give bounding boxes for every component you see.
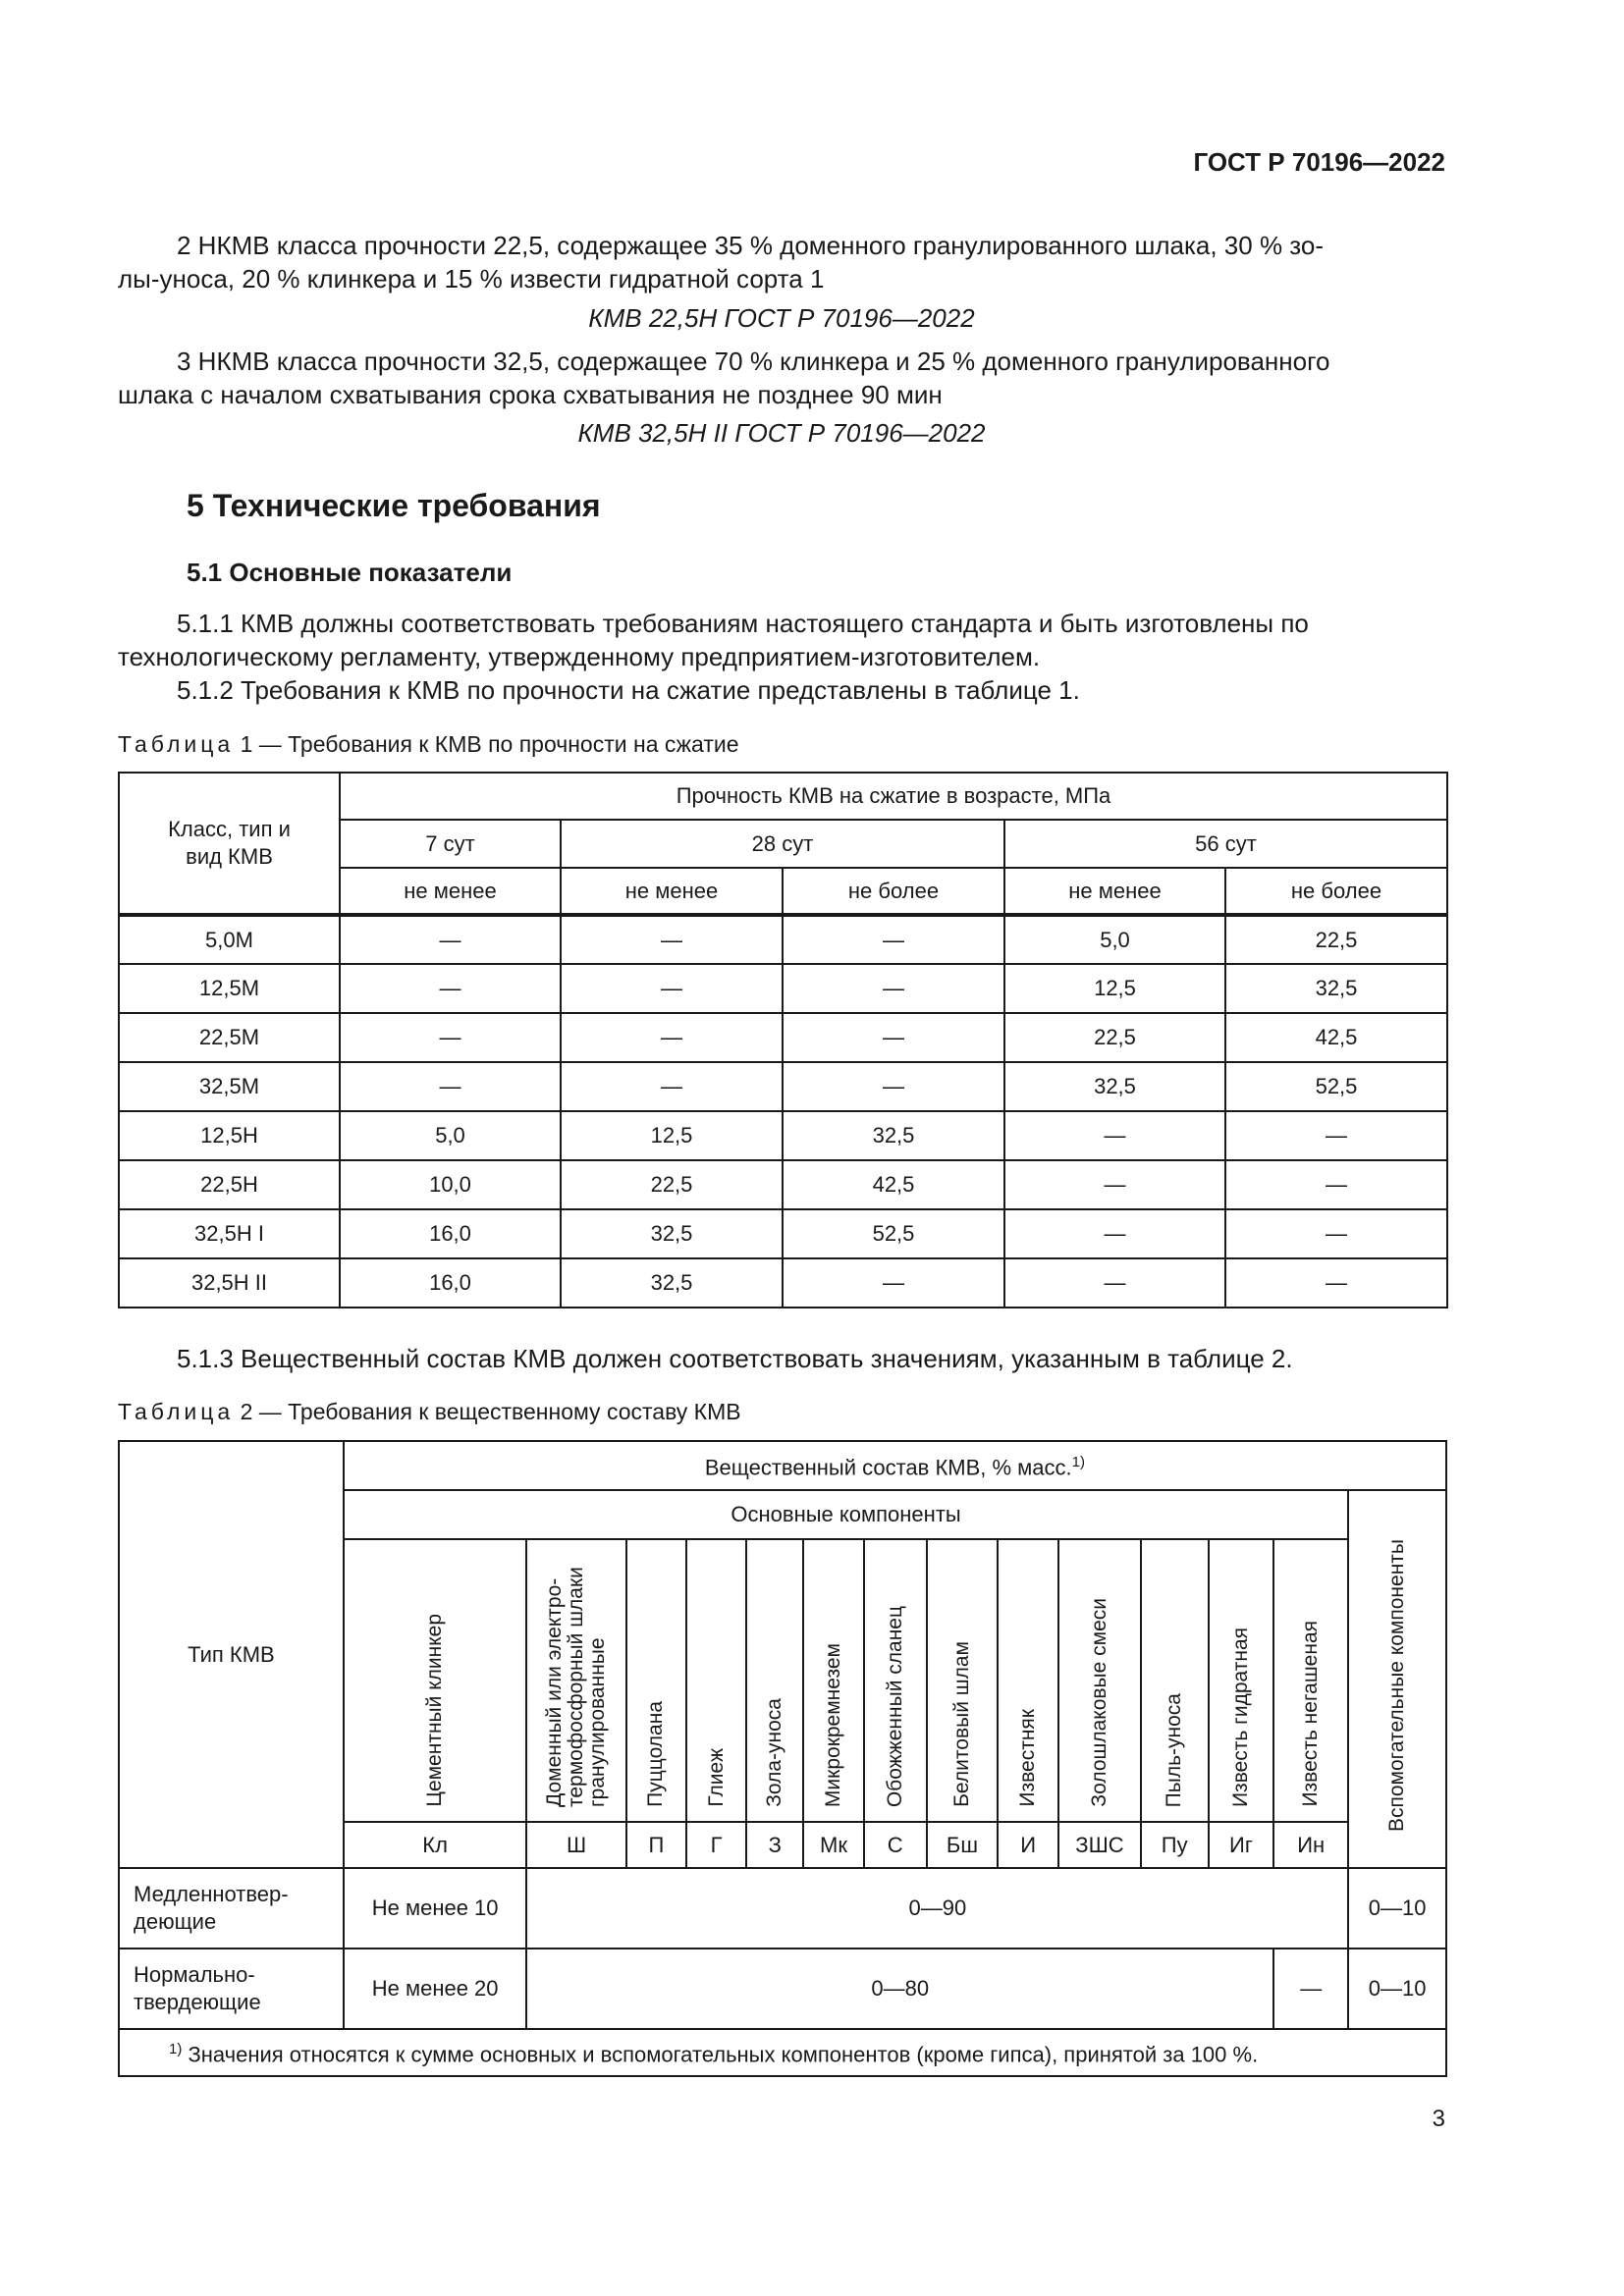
table1-value-cell: 12,5 bbox=[561, 1111, 783, 1160]
table1-value-cell: 16,0 bbox=[340, 1258, 561, 1308]
table1-value-cell: — bbox=[783, 964, 1004, 1013]
table1-value-cell: — bbox=[561, 1062, 783, 1111]
table1-header-56-max: не более bbox=[1225, 868, 1447, 915]
table2-header-main: Основные компоненты bbox=[344, 1490, 1349, 1539]
table1-value-cell: 42,5 bbox=[783, 1160, 1004, 1209]
example-3-line-1: 3 НКМВ класса прочности 32,5, содержащее 70 % клинкера и 25 % доменного гранулированного bbox=[177, 347, 1330, 376]
table1-header-28-min: не менее bbox=[561, 868, 783, 915]
paragraph-5-1-3: 5.1.3 Вещественный состав КМВ должен соответствовать значениям, указанным в таблице 2. bbox=[177, 1344, 1293, 1373]
table2-component-name: Пыль-уноса bbox=[1141, 1539, 1209, 1822]
table2-component-name: Доменный или электро-термофосфорный шлаки гранулированные bbox=[526, 1539, 625, 1822]
table1-header-56-min: не менее bbox=[1004, 868, 1225, 915]
table1-value-cell: 42,5 bbox=[1225, 1013, 1447, 1062]
example-2-designation: КМВ 22,5Н ГОСТ Р 70196—2022 bbox=[588, 303, 975, 333]
table2-header-type: Тип КМВ bbox=[119, 1441, 344, 1868]
table1-value-cell: 22,5 bbox=[1225, 915, 1447, 964]
example-3-line-2: шлака с началом схватывания срока схватывания не позднее 90 мин bbox=[118, 380, 943, 409]
table1-value-cell: — bbox=[783, 1258, 1004, 1308]
table-row bbox=[119, 1013, 1447, 1062]
table1-value-cell: — bbox=[561, 1013, 783, 1062]
example-3-designation: КМВ 32,5Н II ГОСТ Р 70196—2022 bbox=[577, 418, 986, 448]
table1-caption bbox=[118, 731, 739, 758]
table1-value-cell: — bbox=[783, 915, 1004, 964]
example-2 bbox=[118, 229, 1445, 295]
paragraph-5-1-2: 5.1.2 Требования к КМВ по прочности на сжатие представлены в таблице 1. bbox=[177, 675, 1080, 705]
table1-value-cell: 32,5 bbox=[561, 1258, 783, 1308]
table1-class-cell: 12,5М bbox=[119, 964, 340, 1013]
table1-header-7days: 7 сут bbox=[340, 820, 561, 868]
table2-component-code: Мк bbox=[803, 1822, 863, 1868]
table2-component-name: Белитовый шлам bbox=[927, 1539, 998, 1822]
table1-value-cell: — bbox=[340, 1062, 561, 1111]
table1-class-cell: 22,5М bbox=[119, 1013, 340, 1062]
table2-row-slow-aux: 0—10 bbox=[1348, 1868, 1446, 1949]
table1-value-cell: — bbox=[1225, 1111, 1447, 1160]
table1-class-cell: 32,5Н II bbox=[119, 1258, 340, 1308]
table2-row-normal-aux: 0—10 bbox=[1348, 1949, 1446, 2029]
example-2-line-2: лы-уноса, 20 % клинкера и 15 % извести гидратной сорта 1 bbox=[118, 264, 825, 294]
table1-header-56days: 56 сут bbox=[1004, 820, 1447, 868]
document-code: ГОСТ Р 70196—2022 bbox=[1193, 147, 1445, 177]
table1-value-cell: 22,5 bbox=[561, 1160, 783, 1209]
table2-row-slow-clinker: Не менее 10 bbox=[344, 1868, 527, 1949]
table1-caption-text: 1 — Требования к КМВ по прочности на сжатие bbox=[234, 731, 739, 757]
table2-component-code: Пу bbox=[1141, 1822, 1209, 1868]
page-number: 3 bbox=[1432, 2106, 1445, 2132]
table2-component-name: Известь негашеная bbox=[1273, 1539, 1348, 1822]
table2-row-slow-type: Медленнотвер-дeющие bbox=[119, 1868, 344, 1949]
table2-caption bbox=[118, 1399, 741, 1425]
table1 bbox=[118, 772, 1448, 1308]
table2-component-code: И bbox=[998, 1822, 1058, 1868]
paragraph-5-1-1 bbox=[118, 607, 1445, 673]
table1-header-strength: Прочность КМВ на сжатие в возрасте, МПа bbox=[340, 773, 1447, 820]
table2-component-code: Г bbox=[686, 1822, 746, 1868]
table1-value-cell: — bbox=[783, 1013, 1004, 1062]
table1-class-cell: 32,5Н I bbox=[119, 1209, 340, 1258]
table1-value-cell: 5,0 bbox=[1004, 915, 1225, 964]
table-row bbox=[119, 1062, 1447, 1111]
table1-value-cell: 22,5 bbox=[1004, 1013, 1225, 1062]
table2-component-code: ЗШС bbox=[1058, 1822, 1140, 1868]
table1-class-cell: 12,5Н bbox=[119, 1111, 340, 1160]
table1-value-cell: 32,5 bbox=[561, 1209, 783, 1258]
table2-component-name: Микрокремнезем bbox=[803, 1539, 863, 1822]
table2-caption-word: Таблица bbox=[118, 1399, 235, 1424]
table1-value-cell: 16,0 bbox=[340, 1209, 561, 1258]
table1-value-cell: — bbox=[783, 1062, 1004, 1111]
table1-header-class: Класс, тип и вид КМВ bbox=[119, 773, 340, 915]
table1-value-cell: — bbox=[340, 915, 561, 964]
table1-value-cell: 10,0 bbox=[340, 1160, 561, 1209]
subsection-title: 5.1 Основные показатели bbox=[187, 558, 513, 587]
table-row bbox=[119, 1209, 1447, 1258]
table-row bbox=[119, 1111, 1447, 1160]
table1-class-cell: 32,5М bbox=[119, 1062, 340, 1111]
section-title: 5 Технические требования bbox=[187, 488, 601, 523]
table1-class-cell: 5,0М bbox=[119, 915, 340, 964]
table1-header-28-max: не более bbox=[783, 868, 1004, 915]
table1-value-cell: 32,5 bbox=[783, 1111, 1004, 1160]
example-2-line-1: 2 НКМВ класса прочности 22,5, содержащее 35 % доменного гранулированного шлака, 30 % зо- bbox=[177, 231, 1325, 260]
table1-value-cell: — bbox=[561, 964, 783, 1013]
table1-body bbox=[119, 915, 1447, 1308]
table-row bbox=[119, 1160, 1447, 1209]
table2-header-composition: Вещественный состав КМВ, % масс.$^{1)}$ bbox=[344, 1441, 1446, 1490]
table2-row-normal-range: 0—80 bbox=[526, 1949, 1273, 2029]
table2-component-name: Золошлаковые смеси bbox=[1058, 1539, 1140, 1822]
table2-component-name: Обожженный сланец bbox=[864, 1539, 927, 1822]
table2 bbox=[118, 1440, 1447, 2077]
table1-value-cell: 12,5 bbox=[1004, 964, 1225, 1013]
table2-row-normal-clinker: Не менее 20 bbox=[344, 1949, 527, 2029]
table2-caption-text: 2 — Требования к вещественному составу КМВ bbox=[234, 1399, 741, 1424]
table1-value-cell: 5,0 bbox=[340, 1111, 561, 1160]
table1-header-28days: 28 сут bbox=[561, 820, 1004, 868]
table-row bbox=[119, 964, 1447, 1013]
table2-component-name: Глиеж bbox=[686, 1539, 746, 1822]
table1-value-cell: — bbox=[1004, 1160, 1225, 1209]
table1-value-cell: 32,5 bbox=[1004, 1062, 1225, 1111]
table2-component-name: Пуццолана bbox=[626, 1539, 686, 1822]
table2-row-normal-lime: — bbox=[1273, 1949, 1348, 2029]
table2-component-name: Известь гидратная bbox=[1209, 1539, 1273, 1822]
table1-value-cell: — bbox=[1225, 1209, 1447, 1258]
table1-value-cell: — bbox=[1004, 1209, 1225, 1258]
table2-component-code: Ин bbox=[1273, 1822, 1348, 1868]
table1-value-cell: — bbox=[1225, 1258, 1447, 1308]
table2-row-slow-range: 0—90 bbox=[526, 1868, 1348, 1949]
table2-footnote-ref: 1) bbox=[1071, 1454, 1085, 1471]
table1-value-cell: — bbox=[1225, 1160, 1447, 1209]
table2-component-code: С bbox=[864, 1822, 927, 1868]
table2-component-code: Ш bbox=[526, 1822, 625, 1868]
table1-value-cell: — bbox=[1004, 1258, 1225, 1308]
table2-component-name: Цементный клинкер bbox=[344, 1539, 527, 1822]
table1-value-cell: — bbox=[561, 915, 783, 964]
table2-row-normal-type: Нормально-твердеющие bbox=[119, 1949, 344, 2029]
table1-class-cell: 22,5Н bbox=[119, 1160, 340, 1209]
table2-header-aux: Вспомогательные компоненты bbox=[1348, 1490, 1446, 1868]
example-3 bbox=[118, 345, 1445, 411]
table1-value-cell: — bbox=[340, 1013, 561, 1062]
table2-component-name: Известняк bbox=[998, 1539, 1058, 1822]
paragraph-5-1-1-line-2: технологическому регламенту, утвержденному предприятием-изготовителем. bbox=[118, 642, 1041, 671]
table1-value-cell: 32,5 bbox=[1225, 964, 1447, 1013]
table1-value-cell: — bbox=[340, 964, 561, 1013]
table2-component-code: З bbox=[746, 1822, 803, 1868]
table2-component-code: П bbox=[626, 1822, 686, 1868]
table1-value-cell: 52,5 bbox=[1225, 1062, 1447, 1111]
table2-component-code: Иг bbox=[1209, 1822, 1273, 1868]
table-row bbox=[119, 1258, 1447, 1308]
table2-component-name: Зола-уноса bbox=[746, 1539, 803, 1822]
table1-value-cell: — bbox=[1004, 1111, 1225, 1160]
paragraph-5-1-1-line-1: 5.1.1 КМВ должны соответствовать требованиям настоящего стандарта и быть изготовлены по bbox=[177, 609, 1309, 638]
table-row bbox=[119, 915, 1447, 964]
table2-component-code: Кл bbox=[344, 1822, 527, 1868]
table2-footnote: $^{1)}$ Значения относятся к сумме основных и вспомогательных компонентов (кроме гипса), принятой за 100 %. bbox=[119, 2029, 1446, 2076]
table1-value-cell: 52,5 bbox=[783, 1209, 1004, 1258]
table2-component-code: Бш bbox=[927, 1822, 998, 1868]
table1-header-7-min: не менее bbox=[340, 868, 561, 915]
table1-caption-word: Таблица bbox=[118, 731, 235, 757]
